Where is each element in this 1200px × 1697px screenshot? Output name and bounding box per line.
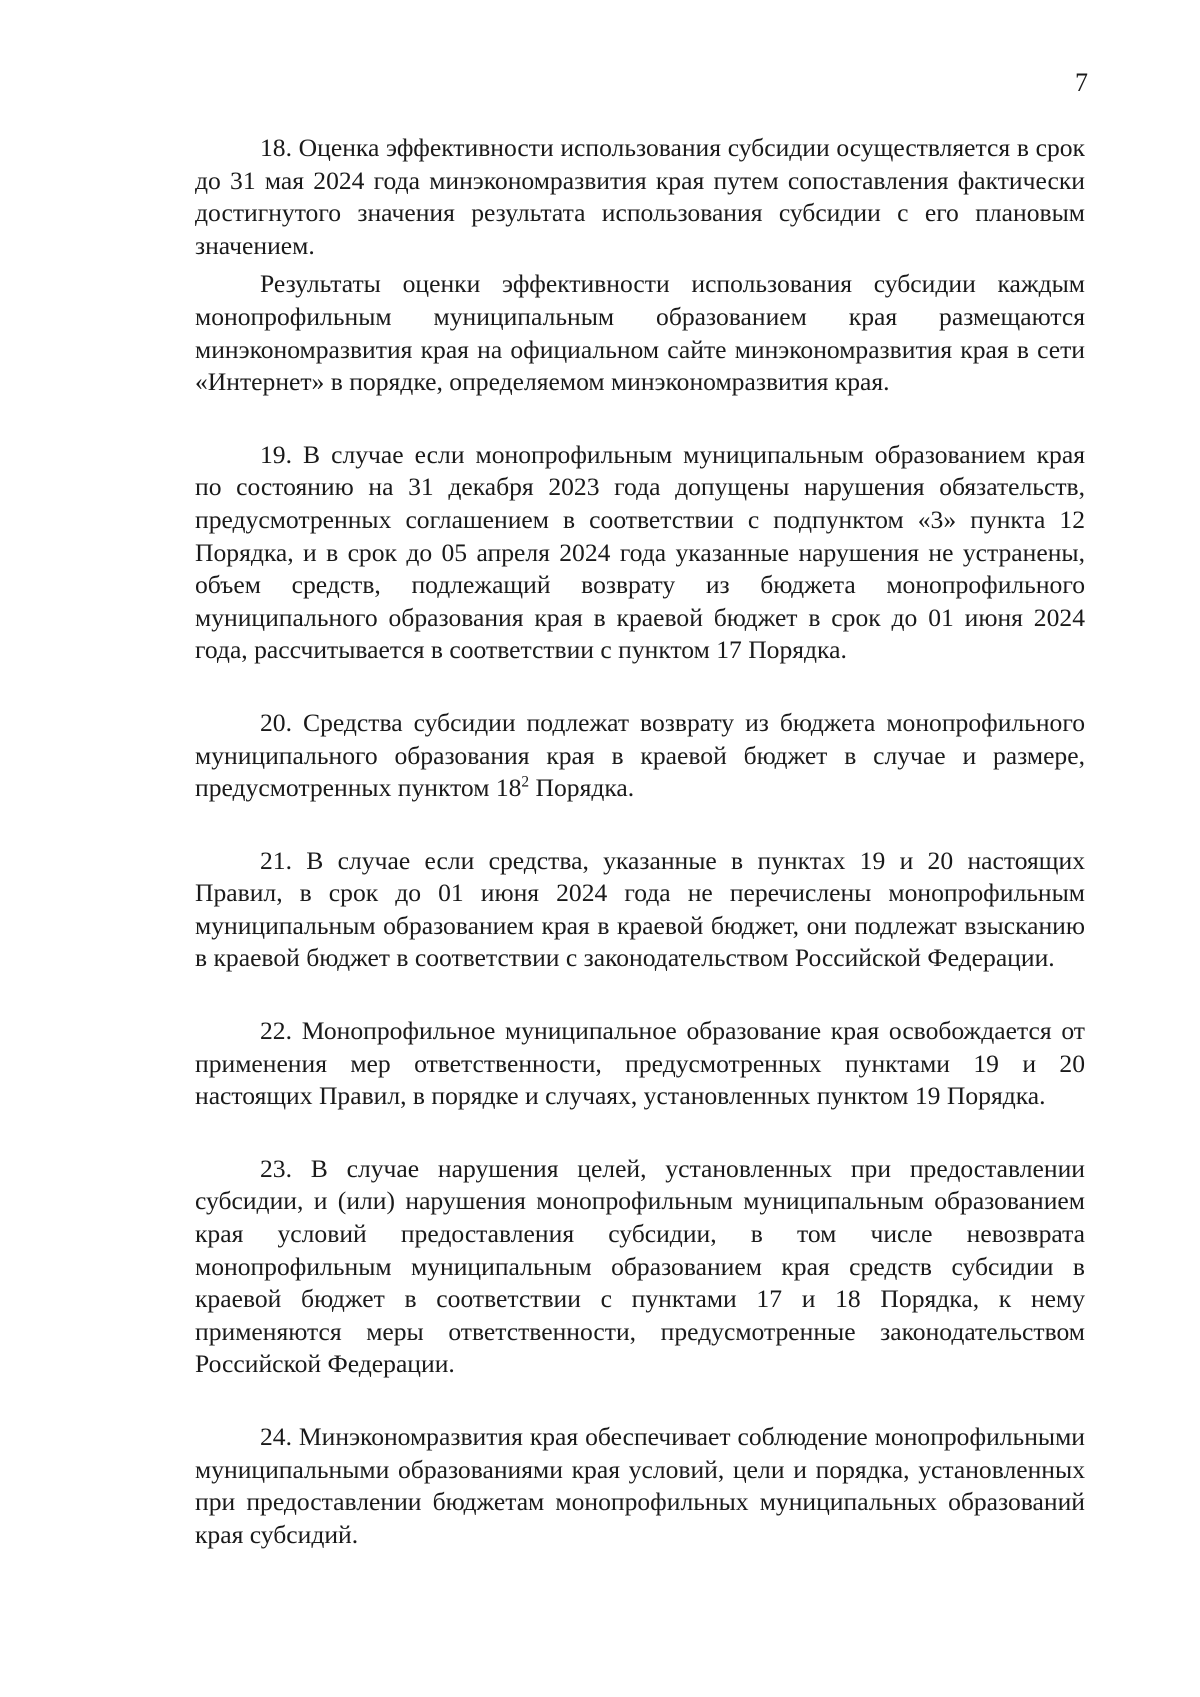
paragraph-24: 24. Минэкономразвития края обеспечивает соблюдение монопрофильными муниципальными образованиями края условий, цели и порядка, установленных при предоставлении бюджетам монопрофильных муниципальных образований края субсидий.: [195, 1422, 1085, 1549]
page-number: 7: [1075, 68, 1088, 97]
paragraph-20-tail: Порядка.: [529, 773, 635, 803]
paragraph-20-text: 20. Средства субсидии подлежат возврату из бюджета монопрофильного муниципального образования края в краевой бюджет в случае и размере, предусмотренных пунктом 18: [195, 707, 1085, 803]
paragraph-20-superscript: 2: [521, 773, 530, 791]
paragraph-20: [195, 707, 1085, 805]
document-body: [195, 132, 1085, 1551]
paragraph-18: 18. Оценка эффективности использования субсидии осуществляется в срок до 31 мая 2024 года минэкономразвития края путем сопоставления фактически достигнутого значения результата использования субсидии с его плановым значением.: [195, 133, 1085, 260]
paragraph-21: 21. В случае если средства, указанные в пунктах 19 и 20 настоящих Правил, в срок до 01 июня 2024 года не перечислены монопрофильным муниципальным образованием края в краевой бюджет, они подлежат взысканию в краевой бюджет в соответствии с законодательством Российской Федерации.: [195, 845, 1085, 973]
paragraph-22: 22. Монопрофильное муниципальное образование края освобождается от применения мер ответственности, предусмотренных пунктами 19 и 20 настоящих Правил, в порядке и случаях, установленных пунктом 19 Порядка.: [195, 1016, 1085, 1111]
paragraph-23: 23. В случае нарушения целей, установленных при предоставлении субсидии, и (или) нарушения монопрофильным муниципальным образованием края условий предоставления субсидии, в том числе невозврата монопрофильным муниципальным образованием края средств субсидии в краевой бюджет в соответствии с пунктами 17 и 18 Порядка, к нему применяются меры ответственности, предусмотренные законодательством Российской Федерации.: [195, 1153, 1085, 1379]
paragraph-19: 19. В случае если монопрофильным муниципальным образованием края по состоянию на 31 декабря 2023 года допущены нарушения обязательств, предусмотренных соглашением в соответствии с подпунктом «3» пункта 12 Порядка, и в срок до 05 апреля 2024 года указанные нарушения не устранены, объем средств, подлежащий возврату из бюджета монопрофильного муниципального образования края в краевой бюджет в срок до 01 июня 2024 года, рассчитывается в соответствии с пунктом 17 Порядка.: [195, 439, 1085, 665]
paragraph-18-results: Результаты оценки эффективности использования субсидии каждым монопрофильным муниципальным образованием края размещаются минэкономразвития края на официальном сайте минэкономразвития края в сети «Интернет» в порядке, определяемом минэкономразвития края.: [195, 269, 1085, 397]
